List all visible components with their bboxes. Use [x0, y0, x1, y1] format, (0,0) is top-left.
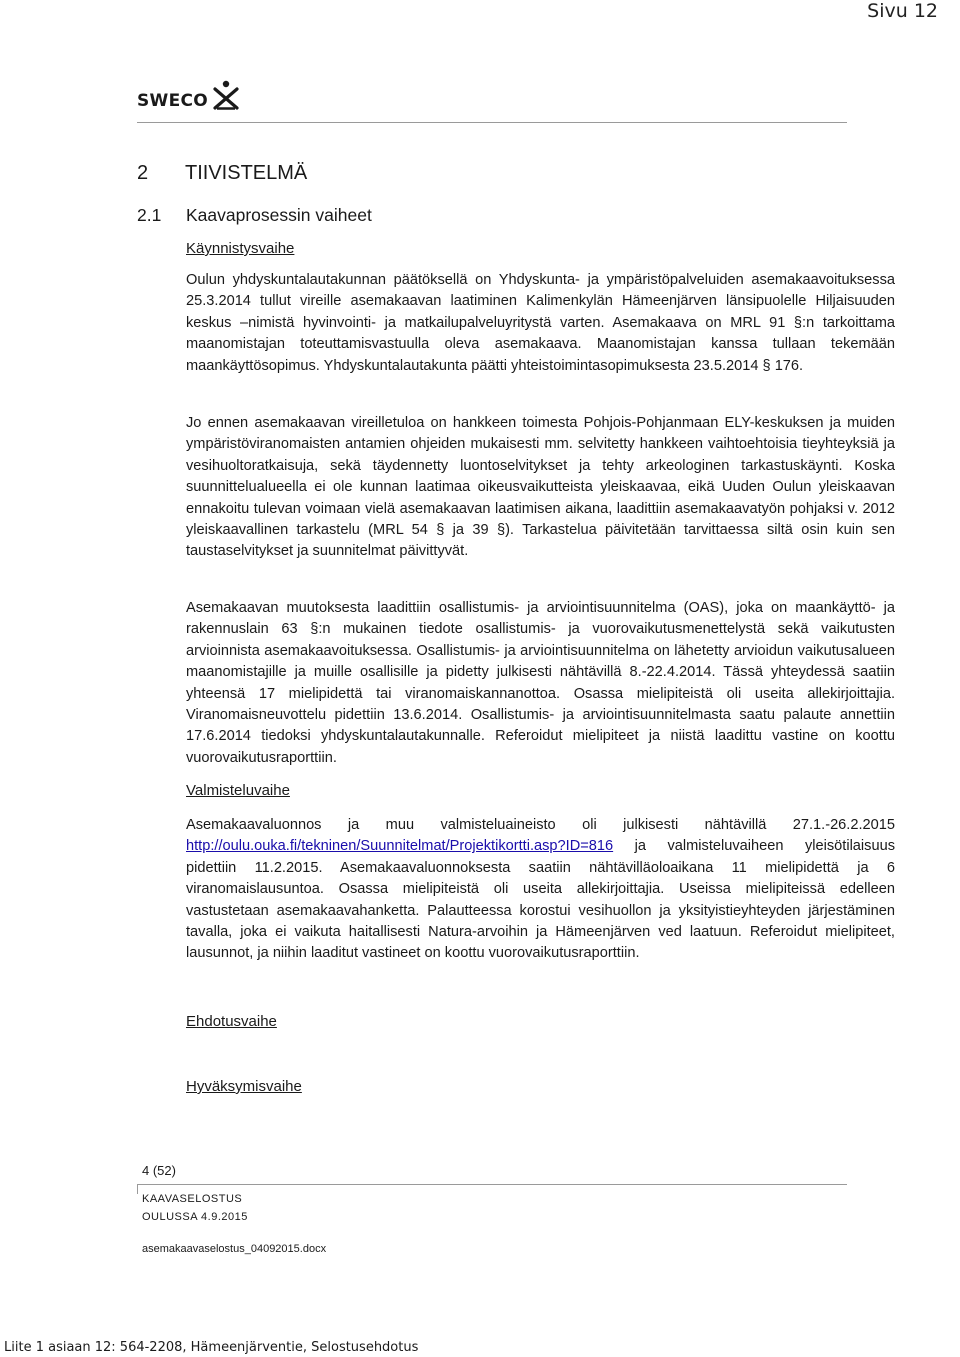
sweco-mark-icon — [213, 80, 239, 110]
heading-title: TIIVISTELMÄ — [185, 162, 308, 184]
header-divider — [137, 122, 847, 123]
footer-divider-tick — [137, 1184, 138, 1194]
project-card-link[interactable]: http://oulu.ouka.fi/tekninen/Suunnitelmat/Projektikortti.asp?ID=816 — [186, 838, 614, 855]
sweco-logo — [137, 80, 247, 112]
section-title-valmisteluvaihe: Valmisteluvaihe — [186, 782, 290, 799]
paragraph: Asemakaavan muutoksesta laadittiin osallistumis- ja arviointisuunnitelma (OAS), joka on maankäyttö- ja rakennuslain 63 §:n mukainen tiedote osallistumis- ja vuorovaikutusmenettelystä sekä vaikutusten arvioinnista asemakaavoituksessa. Osallistumis- ja arviointisuunnitelma on lähetetty arvioidun vaikutusalueen maanomistajille ja muille osallisille ja pidetty julkisesti nähtävillä 8.-22.4.2014. Tässä yhteydessä saatiin yhteensä 17 mielipidettä tai viranomaiskannanottoa. Osassa mielipiteistä oli useita allekirjoittajia. Viranomaisneuvottelu pidettiin 13.6.2014. Osallistumis- ja arviointisuunnitelmasta saatu palaute annettiin 17.6.2014 tiedoksi yhdyskuntalautakunnalle. Referoidut mielipiteet ja niistä laadittu vastine on koottu vuorovaikutusraporttiin. — [186, 600, 895, 766]
subheading-number: 2.1 — [137, 205, 162, 225]
footer-divider — [137, 1184, 847, 1185]
section-title-hyvaksymisvaihe: Hyväksymisvaihe — [186, 1078, 302, 1095]
footer-doc-title: KAAVASELOSTUS — [142, 1193, 243, 1205]
paragraph — [186, 815, 895, 965]
subheading-title: Kaavaprosessin vaiheet — [186, 205, 372, 225]
paragraph: Oulun yhdyskuntalautakunnan päätöksellä on Yhdyskunta- ja ympäristöpalveluiden asemakaavoituksessa 25.3.2014 tullut vireille asemakaavan laatiminen Kalimenkylän Hämeenjärven länsipuolelle Hiljaisuuden keskus –nimistä hyvinvointi- ja matkailupalveluyritystä varten. Asemakaava on MRL 91 §:n tarkoittama maanomistajan toteuttamisvastuulla oleva asemakaava. Maanomistajan kanssa tullaan tekemään maankäyttösopimus. Yhdyskuntalautakunta päätti yhteistoimintasopimuksesta 23.5.2014 § 176. — [186, 272, 895, 374]
paragraph-text: ja valmisteluvaiheen yleisötilaisuus pidettiin 11.2.2015. Asemakaavaluonnoksesta saatiin nähtävilläoloaikana 11 mielipidettä ja 6 viranomaislausuntoa. Osassa mielipiteistä oli useita allekirjoittajia. Useissa mielipiteissä edelleen vastustetaan asemakaavahanketta. Palautteessa korostui vesihuollon ja yksityistieyhteyden järjestäminen tavalla, joka ei vaikuta haitallisesti Natura-arvoihin ja Hämeenjärven ved laatuun. Referoidut mielipiteet, lausunnot, ja niihin laaditut vastineet on koottu vuorovaikutusraporttiin. — [186, 838, 895, 962]
page-number: Sivu 12 — [867, 0, 938, 22]
logo-text: SWECO — [137, 91, 209, 111]
section-title-kaynnistysvaihe: Käynnistysvaihe — [186, 240, 295, 257]
footer-filename: asemakaavaselostus_04092015.docx — [142, 1243, 327, 1255]
attachment-reference: Liite 1 asiaan 12: 564-2208, Hämeenjärventie, Selostusehdotus — [4, 1340, 419, 1355]
footer-page-count: 4 (52) — [142, 1163, 176, 1178]
paragraph: Jo ennen asemakaavan vireilletuloa on hankkeen toimesta Pohjois-Pohjanmaan ELY-keskuksen ja muiden ympäristöviranomaisten antamien ohjeiden mukaisesti mm. selvitetty hankkeen vaihtoehtoisia tieyhteyksiä ja vesihuoltoratkaisuja, sekä täydennetty luontoselvitykset ja tehty arkeologinen tarkastuskäynti. Koska suunnittelualueella ei ole kunnan laatimaa oikeusvaikutteista yleiskaavaa, eikä Uuden Oulun yleiskaavan ennakoitu tulevan voimaan vielä asemakaavan laatimisen aikana, laadittiin asemakaavatyön pohjaksi v. 2012 yleiskaavallinen tarkastelu (MRL 54 § ja 39 §). Tarkastelua päivitetään tarvittaessa siltä osin kuin sen taustaselvitykset ja suunnitelmat päivittyvät. — [186, 415, 895, 560]
paragraph-text: Asemakaavaluonnos ja muu valmisteluaineisto oli julkisesti nähtävillä 27.1.-26.2.2015 — [186, 817, 895, 833]
heading-number: 2 — [137, 162, 149, 184]
footer-place-date: OULUSSA 4.9.2015 — [142, 1211, 248, 1223]
section-title-ehdotusvaihe: Ehdotusvaihe — [186, 1013, 277, 1030]
